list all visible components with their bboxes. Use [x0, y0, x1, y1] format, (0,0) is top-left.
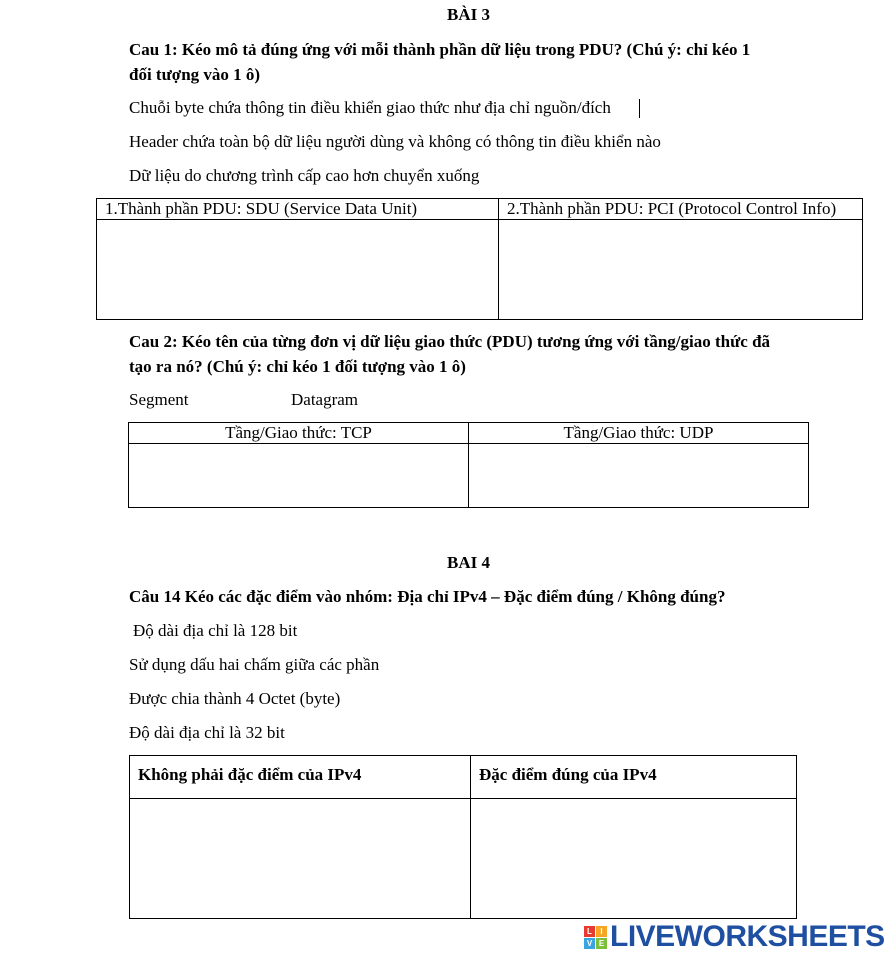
drag-item-pci-description[interactable]: Chuỗi byte chứa thông tin điều khiển giao thức như địa chỉ nguồn/đích — [129, 98, 611, 117]
not-ipv4-column-header: Không phải đặc điểm của IPv4 — [130, 756, 471, 799]
question-1-line2: đối tượng vào 1 ô) — [129, 65, 261, 84]
liveworksheets-logo-text: LIVEWORKSHEETS — [610, 920, 885, 953]
udp-column-header: Tầng/Giao thức: UDP — [469, 423, 809, 444]
ipv4-feature-table — [129, 755, 797, 919]
drag-item-colon-separator[interactable]: Sử dụng dấu hai chấm giữa các phần — [129, 655, 380, 674]
question-1-line1: Cau 1: Kéo mô tả đúng ứng với mỗi thành phần dữ liệu trong PDU? (Chú ý: chỉ kéo 1 — [129, 40, 751, 59]
pdu-component-table — [96, 198, 863, 320]
drag-item-datagram[interactable]: Datagram — [291, 390, 359, 409]
section-title-bai4: BAI 4 — [447, 553, 490, 572]
udp-drop-zone[interactable] — [469, 444, 809, 508]
drag-item-segment[interactable]: Segment — [129, 390, 189, 409]
question-14-line1: Câu 14 Kéo các đặc điểm vào nhóm: Địa chỉ IPv4 – Đặc điểm đúng / Không đúng? — [129, 587, 726, 606]
drag-item-32-bit[interactable]: Độ dài địa chỉ là 32 bit — [129, 723, 285, 742]
ipv4-drop-zone[interactable] — [471, 799, 797, 919]
text-cursor — [639, 99, 640, 118]
drag-item-header-description[interactable]: Header chứa toàn bộ dữ liệu người dùng và không có thông tin điều khiển nào — [129, 132, 661, 151]
not-ipv4-drop-zone[interactable] — [130, 799, 471, 919]
question-2-line2: tạo ra nó? (Chú ý: chỉ kéo 1 đối tượng vào 1 ô) — [129, 357, 466, 376]
section-title-bai3: BÀI 3 — [447, 5, 490, 24]
question-2-line1: Cau 2: Kéo tên của từng đơn vị dữ liệu giao thức (PDU) tương ứng với tầng/giao thức đã — [129, 332, 771, 351]
drag-item-128-bit[interactable]: Độ dài địa chỉ là 128 bit — [133, 621, 298, 640]
liveworksheets-logo — [584, 922, 885, 952]
pci-column-header: 2.Thành phần PDU: PCI (Protocol Control Info) — [499, 199, 863, 220]
pci-drop-zone[interactable] — [499, 220, 863, 320]
drag-item-4-octets[interactable]: Được chia thành 4 Octet (byte) — [129, 689, 341, 708]
sdu-column-header: 1.Thành phần PDU: SDU (Service Data Unit) — [97, 199, 499, 220]
tcp-drop-zone[interactable] — [129, 444, 469, 508]
sdu-drop-zone[interactable] — [97, 220, 499, 320]
liveworksheets-logo-icon: L I V E — [584, 926, 607, 949]
drag-item-sdu-description[interactable]: Dữ liệu do chương trình cấp cao hơn chuyển xuống — [129, 166, 480, 185]
ipv4-column-header: Đặc điểm đúng của IPv4 — [471, 756, 797, 799]
protocol-layer-table — [128, 422, 809, 508]
tcp-column-header: Tầng/Giao thức: TCP — [129, 423, 469, 444]
